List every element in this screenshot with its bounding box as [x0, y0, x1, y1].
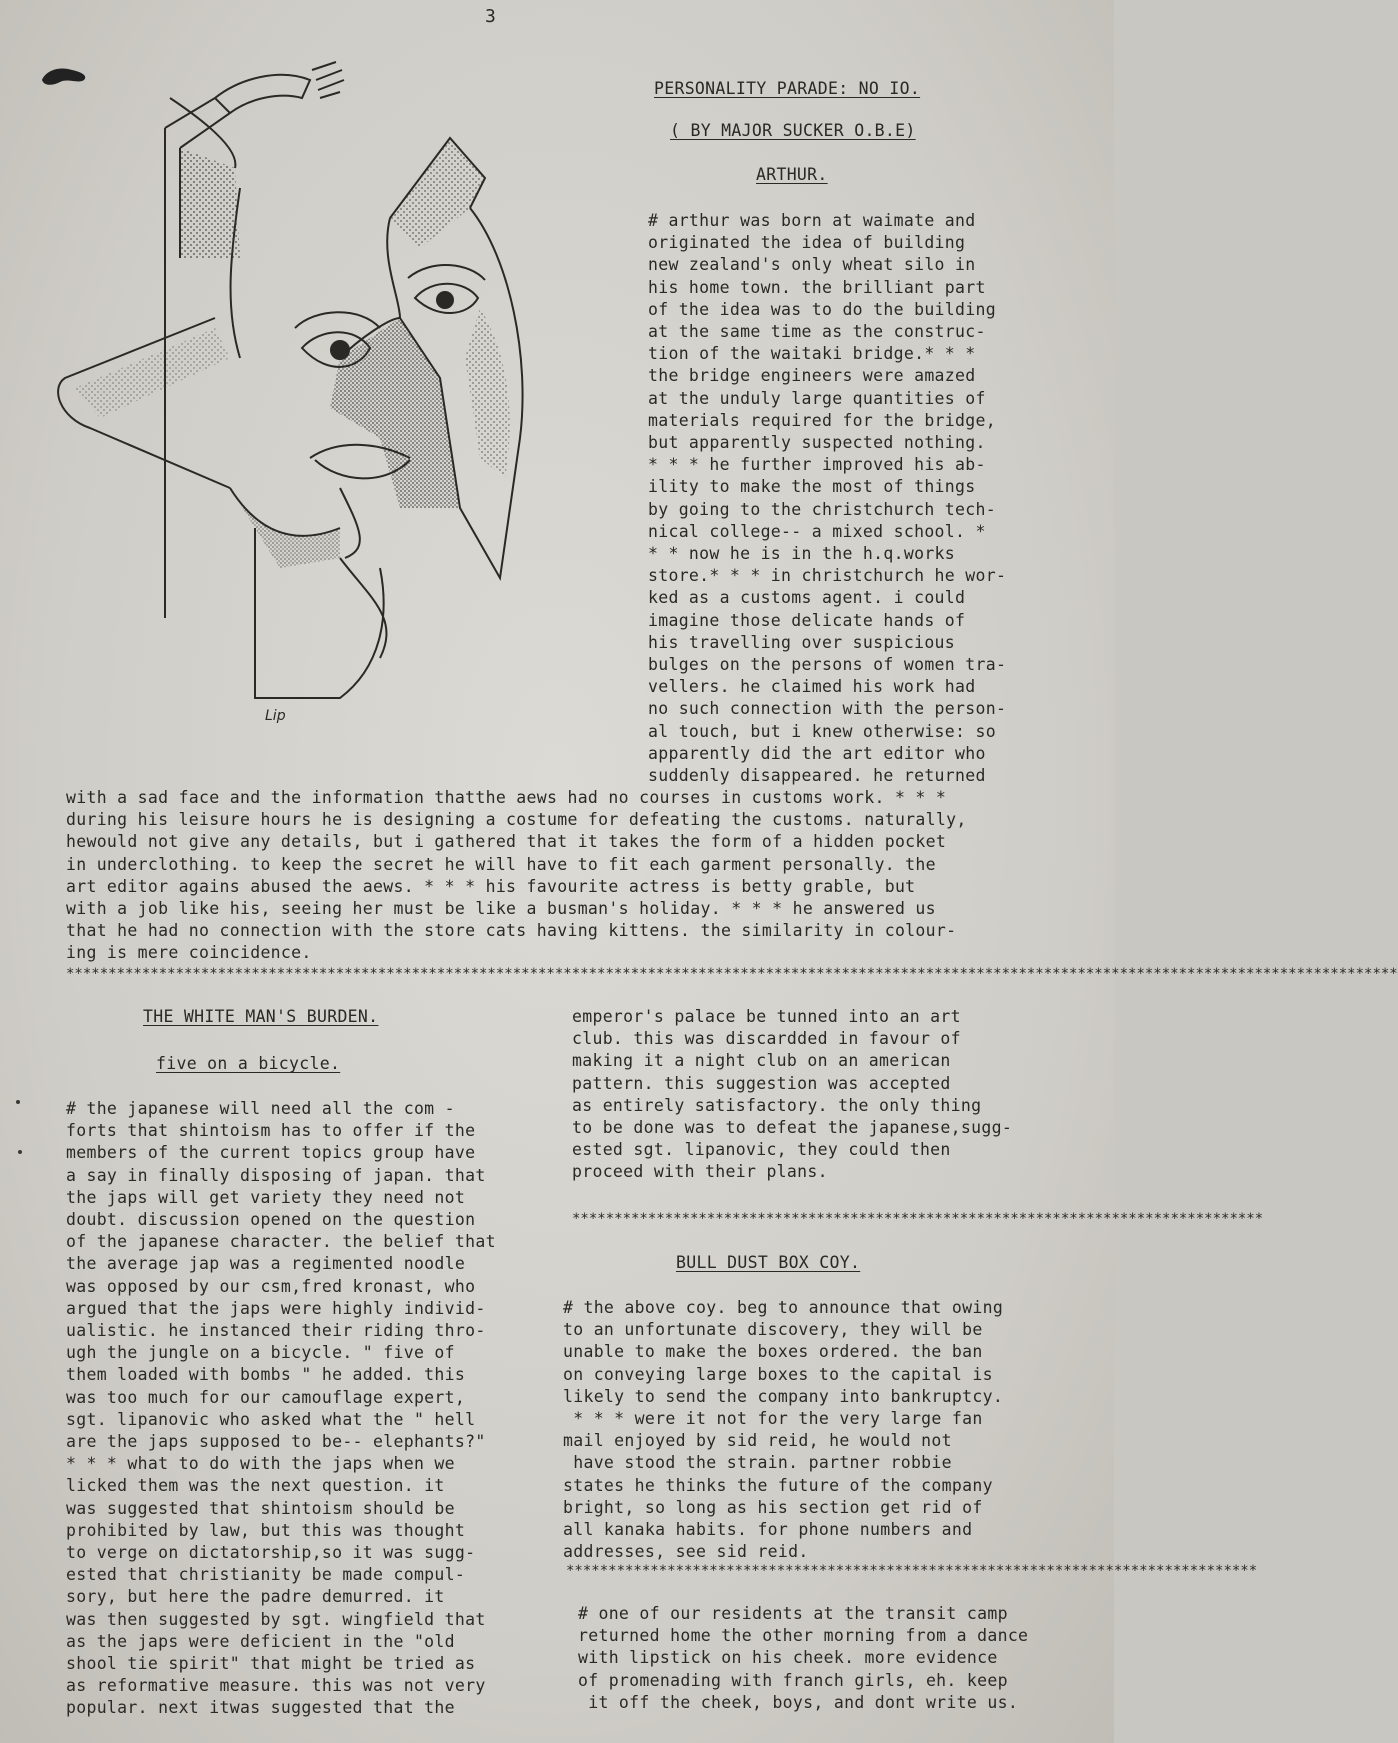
page-number: 3	[485, 6, 497, 27]
text-line: that he had no connection with the store cats having kittens. the similarity in colour-	[66, 921, 957, 941]
text-line: ing is mere coincidence.	[66, 943, 312, 963]
text-line: to be done was to defeat the japanese,sugg-	[572, 1118, 1013, 1138]
bull-dust-title: BULL DUST BOX COY.	[676, 1253, 861, 1272]
text-line: at the unduly large quantities of	[648, 388, 986, 408]
text-line: as reformative measure. this was not very	[66, 1676, 486, 1696]
text-line: on conveying large boxes to the capital is	[563, 1364, 993, 1384]
text-line: ugh the jungle on a bicycle. " five of	[66, 1343, 455, 1363]
personality-narrow-text	[648, 210, 1006, 787]
separator-short-2: **********************************************************************************	[566, 1563, 1258, 1579]
ink-speck	[18, 1150, 22, 1154]
white-man-subtitle: five on a bicycle.	[156, 1054, 341, 1073]
text-line: ested that christianity be made compul-	[66, 1565, 466, 1585]
text-line: emperor's palace be tunned into an art	[572, 1007, 961, 1026]
text-line: art editor agains abused the aews. * * * his favourite actress is betty grable, but	[66, 876, 916, 896]
text-line: * * * he further improved his ab-	[648, 455, 986, 475]
text-line: # arthur was born at waimate and	[648, 211, 976, 230]
text-line: are the japs supposed to be-- elephants?"	[66, 1432, 486, 1452]
text-line: ested sgt. lipanovic, they could then	[572, 1140, 951, 1160]
text-line: argued that the japs were highly individ-	[66, 1298, 486, 1318]
text-line: to an unfortunate discovery, they will be	[563, 1320, 983, 1340]
text-line: tion of the waitaki bridge.* * *	[648, 344, 976, 364]
text-line: sory, but here the padre demurred. it	[66, 1587, 445, 1607]
text-line: at the same time as the construc-	[648, 322, 986, 342]
text-line: to verge on dictatorship,so it was sugg-	[66, 1543, 476, 1563]
caricature-illustration	[40, 58, 620, 748]
text-line: the japs will get variety they need not	[66, 1187, 466, 1207]
text-line: mail enjoyed by sid reid, he would not	[563, 1431, 952, 1451]
text-line: returned home the other morning from a dance	[578, 1626, 1029, 1646]
text-line: by going to the christchurch tech-	[648, 499, 996, 519]
text-line: al touch, but i knew otherwise: so	[648, 721, 996, 741]
white-man-text	[66, 1098, 496, 1720]
text-line: * * * what to do with the japs when we	[66, 1454, 455, 1474]
text-line: no such connection with the person-	[648, 699, 1007, 719]
text-line: ility to make the most of things	[648, 477, 976, 497]
text-line: them loaded with bombs " he added. this	[66, 1365, 466, 1385]
text-line: ualistic. he instanced their riding thro-	[66, 1321, 486, 1341]
text-line: states he thinks the future of the company	[563, 1475, 993, 1495]
text-line: all kanaka habits. for phone numbers and	[563, 1520, 973, 1540]
text-line: store.* * * in christchurch he wor-	[648, 566, 1007, 586]
text-line: # the above coy. beg to announce that owing	[563, 1298, 1004, 1317]
text-line: it off the cheek, boys, and dont write us.	[578, 1692, 1019, 1712]
text-line: of the japanese character. the belief that	[66, 1232, 496, 1252]
personality-byline: ( BY MAJOR SUCKER O.B.E)	[670, 121, 916, 140]
text-line: hewould not give any details, but i gathered that it takes the form of a hidden pocket	[66, 832, 947, 852]
white-man-title: THE WHITE MAN'S BURDEN.	[143, 1007, 379, 1026]
bull-dust-text	[563, 1297, 1003, 1563]
text-line: shool tie spirit" that might be tried as	[66, 1654, 476, 1674]
text-line: # the japanese will need all the com -	[66, 1099, 455, 1118]
text-line: materials required for the bridge,	[648, 410, 996, 430]
text-line: bulges on the persons of women tra-	[648, 655, 1007, 675]
text-line: was too much for our camouflage expert,	[66, 1387, 466, 1407]
text-line: with a sad face and the information thatthe aews had no courses in customs work. * * *	[66, 788, 947, 807]
text-line: nical college-- a mixed school. *	[648, 521, 986, 541]
text-line: likely to send the company into bankruptcy.	[563, 1386, 1004, 1406]
continued-text	[572, 1006, 1012, 1184]
text-line: of promenading with franch girls, eh. keep	[578, 1670, 1008, 1690]
transit-text	[578, 1603, 1028, 1714]
personality-subject: ARTHUR.	[756, 165, 828, 184]
text-line: popular. next itwas suggested that the	[66, 1698, 455, 1718]
text-line: was then suggested by sgt. wingfield that	[66, 1609, 486, 1629]
text-line: with a job like his, seeing her must be like a busman's holiday. * * * he answered us	[66, 899, 936, 919]
personality-title: PERSONALITY PARADE: NO IO.	[654, 79, 921, 98]
text-line: new zealand's only wheat silo in	[648, 255, 976, 275]
text-line: with lipstick on his cheek. more evidence	[578, 1648, 998, 1668]
text-line: sgt. lipanovic who asked what the " hell	[66, 1409, 476, 1429]
text-line: unable to make the boxes ordered. the ban	[563, 1342, 983, 1362]
text-line: apparently did the art editor who	[648, 743, 986, 763]
text-line: the bridge engineers were amazed	[648, 366, 976, 386]
personality-wide-text	[66, 787, 967, 965]
text-line: but apparently suspected nothing.	[648, 433, 986, 453]
text-line: as the japs were deficient in the "old	[66, 1631, 455, 1651]
text-line: was opposed by our csm,fred kronast, who	[66, 1276, 476, 1296]
text-line: * * * were it not for the very large fan	[563, 1409, 983, 1429]
text-line: have stood the strain. partner robbie	[563, 1453, 952, 1473]
text-line: his travelling over suspicious	[648, 632, 956, 652]
text-line: a say in finally disposing of japan. that	[66, 1165, 486, 1185]
artist-signature: Lip	[265, 708, 286, 724]
text-line: suddenly disappeared. he returned	[648, 766, 986, 786]
text-line: the average jap was a regimented noodle	[66, 1254, 466, 1274]
separator-long: **************************************************************************************************************************************************************	[66, 966, 1398, 982]
text-line: prohibited by law, but this was thought	[66, 1520, 466, 1540]
text-line: # one of our residents at the transit camp	[578, 1604, 1008, 1623]
text-line: club. this was discardded in favour of	[572, 1029, 961, 1049]
text-line: doubt. discussion opened on the question	[66, 1210, 476, 1230]
text-line: addresses, see sid reid.	[563, 1542, 809, 1562]
text-line: forts that shintoism has to offer if the	[66, 1121, 476, 1141]
text-line: pattern. this suggestion was accepted	[572, 1073, 951, 1093]
text-line: members of the current topics group have	[66, 1143, 476, 1163]
text-line: * * now he is in the h.q.works	[648, 544, 956, 564]
text-line: ked as a customs agent. i could	[648, 588, 966, 608]
text-line: originated the idea of building	[648, 233, 966, 253]
text-line: vellers. he claimed his work had	[648, 677, 976, 697]
text-line: during his leisure hours he is designing a costume for defeating the customs. naturally,	[66, 810, 967, 830]
text-line: imagine those delicate hands of	[648, 610, 966, 630]
text-line: licked them was the next question. it	[66, 1476, 445, 1496]
text-line: of the idea was to do the building	[648, 299, 996, 319]
text-line: as entirely satisfactory. the only thing	[572, 1095, 982, 1115]
separator-short-1: **********************************************************************************	[572, 1211, 1264, 1227]
text-line: his home town. the brilliant part	[648, 277, 986, 297]
text-line: bright, so long as his section get rid of	[563, 1497, 983, 1517]
ink-speck	[16, 1100, 20, 1104]
text-line: was suggested that shintoism should be	[66, 1498, 455, 1518]
text-line: proceed with their plans.	[572, 1162, 828, 1182]
text-line: making it a night club on an american	[572, 1051, 951, 1071]
text-line: in underclothing. to keep the secret he will have to fit each garment personally. the	[66, 854, 936, 874]
